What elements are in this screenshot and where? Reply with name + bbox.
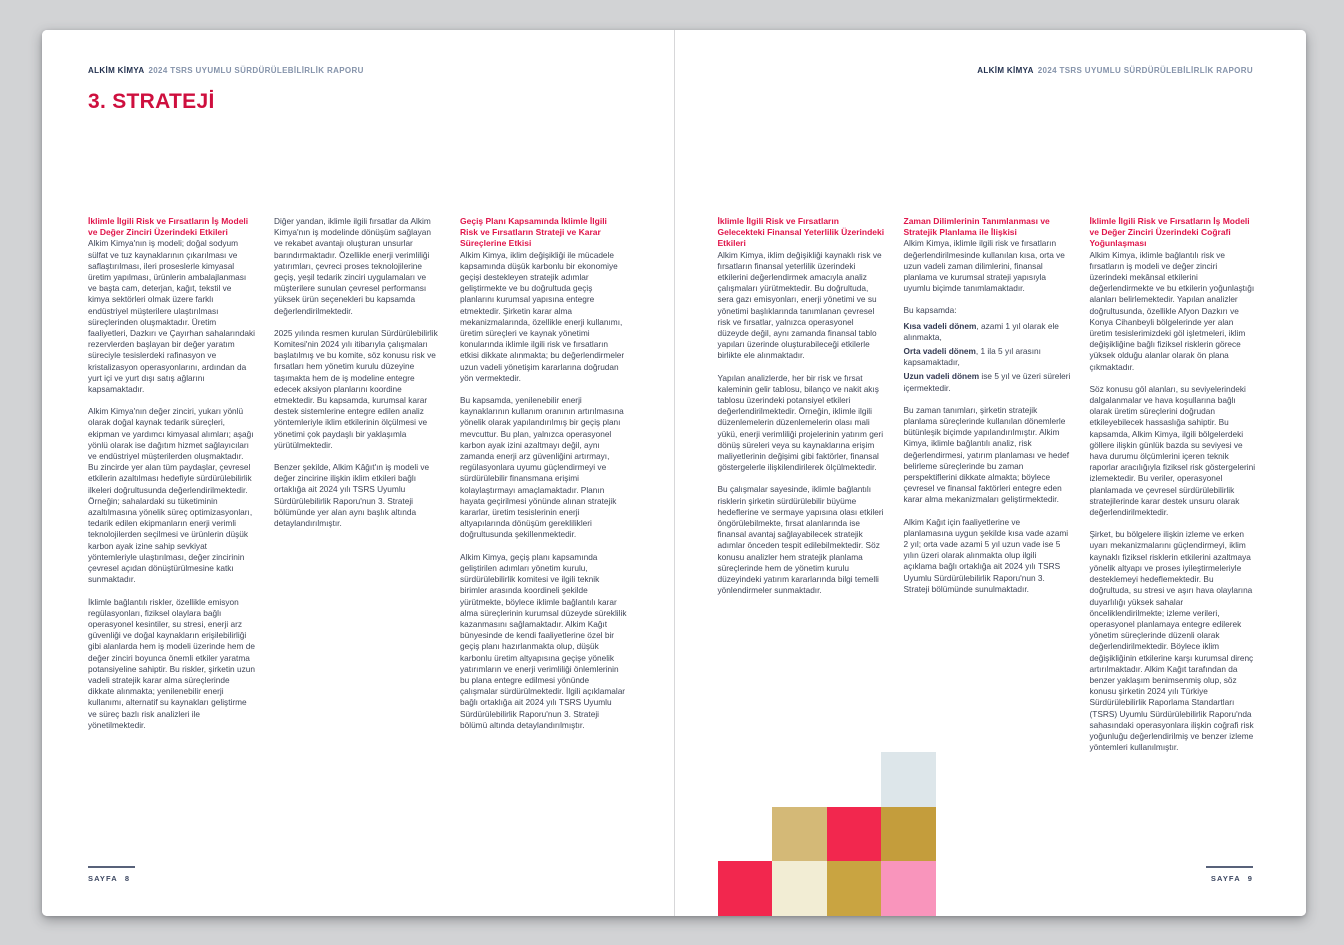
report-title-text: 2024 TSRS UYUMLU SÜRDÜRÜLEBİLİRLİK RAPORU [148,66,364,75]
paragraph: Benzer şekilde, Alkim Kâğıt'ın iş modeli ve değer zincirine ilişkin iklim etkileri bağlı ortaklığa ait 2024 yılı TSRS Uyumlu Sürdürülebilirlik Raporu'nun 3. Strateji bölümünde yer alan aynı başlık altında detaylandırılmıştır. [274,462,430,529]
mosaic-square-cream [772,861,827,916]
page-number-label: SAYFA [1210,874,1241,883]
footer-rule [88,866,135,868]
section-title: 3. STRATEJİ [88,90,215,113]
paragraph: Şirket, bu bölgelere ilişkin izleme ve erken uyarı mekanizmalarını güçlendirmeyi, iklim kaynaklı fiziksel risklerin etkilerini azaltmaya yönelik altyapı ve proses iyileştirmeleriyle desteklemeyi hedeflemektedir. Bu doğrultuda, su stresi ve aşırı hava olaylarına duyarlılığı yüksek sahalar önceliklendirilmekte; izleme verileri, operasyonel planlamaya entegre edilerek yönetim süreçlerinde düzenli olarak değerlendirilmektedir. Böylece iklim değişikliğinin etkilerine karşı kurumsal direnç artırılmaktadır. Alkim Kağıt tarafından da benzer yaklaşım benimsenmiş olup, söz konusu şirketin 2024 yılı Türkiye Sürdürülebilirlik Raporlama Standartları (TSRS) Uyumlu Sürdürülebilirlik Raporu'nda sahasındaki operasyonlara ilişkin coğrafi risk yoğunluğu değerlendirilmiş ve benzer izleme yöntemleri kullanılmıştır. [1089,529,1254,753]
paragraph: Bu kapsamda, yenilenebilir enerji kaynaklarının kullanım oranının artırılmasına yönelik olarak yapılandırılmış bir geçiş planı mevcuttur. Bu plan, yalnızca operasyonel karbon ayak izini azaltmayı değil, aynı zamanda enerji arz güvenliğini artırmayı, regülasyonlara uyumu güçlendirmeyi ve sürdürülebilir finansmana erişimi kolaylaştırmayı amaçlamaktadır. Planın hayata geçirilmesi yönünde alınan stratejik kararlar, üretim tesislerinin enerji altyapılarında dönüşüm gereklilikleri doğrultusunda şekillenmektedir. [460,395,624,540]
timeline-definition: ise 5 yıl ve üzeri süreleri içermektedir. [903,371,1071,393]
page-number [1206,874,1253,883]
paragraph: Alkim Kimya, iklim değişikliği ile mücadele kapsamında düşük karbonlu bir ekonomiye geçişi destekleyen stratejik adımlar geliştirmekte ve bu doğrultuda geçiş planlarını kurumsal yapısına entegre etmektedir. Şirketin karar alma mekanizmalarında, özellikle enerji kullanımı, üretim süreçleri ve kaynak yönetimi konularında iklimle ilgili risk ve fırsatların etkisi dikkate alınmakta; bu değerlendirmeler uzun vadeli yönetişim kararlarına doğrudan yön vermektedir. [460,249,625,383]
column-heading: İklimle İlgili Risk ve Fırsatların Gelecekteki Finansal Yeterlilik Üzerindeki Etkileri [717,216,885,249]
column-1 [718,216,885,753]
page-number-label: SAYFA [88,874,118,883]
mosaic-square-red-2 [718,861,773,916]
mosaic-square-pink [881,861,936,916]
column-3 [1090,216,1257,753]
running-header [88,66,364,75]
page-footer-right [1206,866,1253,883]
column-2 [904,216,1071,753]
column-1 [88,216,255,731]
report-title-text: 2024 TSRS UYUMLU SÜRDÜRÜLEBİLİRLİK RAPORU [1037,66,1253,75]
timeline-term: Uzun vadeli dönem [903,371,980,382]
mosaic-graphic [718,752,936,916]
paragraph: Bu zaman tanımları, şirketin stratejik planlama süreçlerinde kullanılan dönemlerle bütünleşik biçimde yapılandırılmıştır. Alkim Kimya, iklimle bağlantılı analiz, risk değerlendirmesi, yatırım planlaması ve hedef belirleme süreçlerinde bu zaman perspektiflerini dikkate almakta; böylece çevresel ve finansal faktörleri entegre eden karar alma mekanizmaları geliştirmektedir. [903,404,1070,505]
column-2 [274,216,441,731]
paragraph: Alkim Kimya, geçiş planı kapsamında geliştirilen adımları yönetim kurulu, sürdürülebilirlik komitesi ve ilgili teknik birimler arasında koordineli şekilde yürütmekte, böylece iklimle bağlantılı karar alma süreçlerinin kurumsal düzeyde süreklilik kazanmasını sağlamaktadır. Alkim Kağıt bünyesinde de kendi faaliyetlerine özel bir geçiş planı hazırlanmakta olup, düşük karbonlu üretim altyapısına geçişe yönelik yatırımların ve enerji verimliliği önlemlerinin bu plana entegre edilmesi yönünde çalışmalar sürdürülmektedir. İlgili açıklamalar bağlı ortaklığa ait 2024 yılı TSRS Uyumlu Sürdürülebilirlik Raporu'nun 3. Strateji bölümü altında detaylandırılmıştır. [460,551,627,730]
column-heading: İklimle İlgili Risk ve Fırsatların İş Modeli ve Değer Zinciri Üzerindeki Etkileri [88,216,249,238]
mosaic-square-dark-gold [881,807,936,862]
column-3 [460,216,627,731]
paragraph: Alkim Kimya, iklimle ilgili risk ve fırsatların değerlendirilmesinde kullanılan kısa, orta ve uzun vadeli zaman dilimlerini, finansal planlama ve kurumsal strateji yapısıyla uyumlu biçimde tanımlamaktadır. [903,238,1065,294]
timeline-term: Orta vadeli dönem [903,346,976,357]
brand-name: ALKİM KİMYA [88,66,145,75]
page-number [88,874,135,883]
brand-name: ALKİM KİMYA [977,66,1034,75]
column-heading: Geçiş Planı Kapsamında İklimle İlgili Risk ve Fırsatların Strateji ve Karar Süreçlerine Etkisi [460,216,607,249]
paragraph: Söz konusu göl alanları, su seviyelerindeki dalgalanmalar ve hava koşullarına bağlı olarak üretim süreçlerini doğrudan etkileyebilecek hassaslığa sahiptir. Bu kapsamda, Alkim Kimya, ilgili bölgelerdeki göllere ilişkin günlük bazda su seviyesi ve hava durumu ölçümlerini içeren teknik raporlar aracılığıyla fiziksel risk göstergelerini izlemektedir. Bu veriler, operasyonel planlamada ve çevresel sürdürülebilirlik stratejilerinde karar destek unsuru olarak değerlendirilmektedir. [1089,383,1256,518]
paragraph: Bu çalışmalar sayesinde, iklimle bağlantılı risklerin şirketin sürdürülebilir büyüme hedeflerine ve sermaye yapısına olası etkileri öngörülebilmekte, fırsat alanlarında ise finansal avantaj sağlayabilecek stratejik adımlar önceden tespit edilebilmektedir. Söz konusu analizler hem stratejik planlama süreçlerinde hem de yönetim kurulu düzeyindeki yatırım kararlarında bilgi temelli yönlendirmeler sunmaktadır. [717,484,884,596]
page-left [42,30,675,916]
paragraph: Yapılan analizlerde, her bir risk ve fırsat kaleminin gelir tablosu, bilanço ve nakit akış tablosu üzerindeki potansiyel etkileri değerlendirilmektedir. Örneğin, iklimle ilgili düzenlemelerin düzenlemelerin olası mali yükü, enerji verimliliği projelerinin yatırım geri dönüş süreleri veya su kaynaklarına erişim maliyetlerinin değişimi gibi faktörler, finansal göstergelerle ilişkilendirilerek ölçülmektedir. [717,372,884,473]
timeline-term: Kısa vadeli dönem [903,320,977,331]
running-header [977,66,1253,75]
timeline-definition: , 1 ila 5 yıl arasını kapsamaktadır, [903,346,1041,368]
paragraph: Alkim Kimya, iklim değişikliği kaynaklı risk ve fırsatların finansal yeterlilik üzerindeki etkilerini değerlendirmek amacıyla analiz çalışmaları yürütmektedir. Bu doğrultuda, sera gazı emisyonları, enerji yönetimi ve su yönetimi başlıklarında tanımlanan çevresel risk ve fırsatlar, yalnızca operasyonel düzeyde değil, aynı zamanda finansal tablo yapıları üzerinde oluşturabileceği etkilerle birlikte ele alınmaktadır. [717,249,882,361]
timeline-item-long [904,371,1071,393]
paragraph: Alkim Kimya'nın iş modeli; doğal sodyum sülfat ve tuz kaynaklarının çıkarılması ve saflaştırılması, ileri proseslerle kimyasal üretim yapılması, ürünlerin ambalajlanması ve başta cam, deterjan, kağıt, tekstil ve kimya sektörleri olmak üzere farklı endüstriyel müşterilere ulaştırılması süreçlerinden oluşmaktadır. Üretim faaliyetleri, Dazkırı ve Çayırhan sahalarındaki rezervlerden başlayan bir değer yaratım süreciyle tesislerdeki rafinasyon ve kristalizasyon operasyonlarını, ardından da yurt içi ve yurt dışı satış ağlarını kapsamaktadır. [88,238,255,395]
paragraph: 2025 yılında resmen kurulan Sürdürülebilirlik Komitesi'nin 2024 yılı itibarıyla çalışmaları başlatılmış ve bu komite, söz konusu risk ve fırsatları hem yönetim kurulu düzeyine taşımakta hem de iş modeline entegre edecek aksiyon planlarını koordine etmektedir. Bu kapsamda, kurumsal karar destek sistemlerine entegre edilen analiz yöntemleriyle iklim etkilerinin ölçülmesi ve yönetimi çok paydaşlı bir yaklaşımla yürütülmektedir. [274,327,438,450]
mosaic-square-light-blue [881,752,936,807]
footer-rule [1206,866,1253,868]
report-spread [42,30,1306,916]
left-page-columns [88,216,627,731]
list-intro: Bu kapsamda: [903,305,957,316]
column-heading: Zaman Dilimlerinin Tanımlanması ve Stratejik Planlama ile İlişkisi [903,216,1050,238]
page-number-value: 8 [124,874,131,883]
timeline-definition: , azami 1 yıl olarak ele alınmakta, [903,320,1059,342]
paragraph: Alkim Kağıt için faaliyetlerine ve planlamasına uygun şekilde kısa vade azami 2 yıl; orta vade azami 5 yıl uzun vade ise 5 yılın üzeri olarak alınmakta olup ilgili açıklama bağlı ortaklığa ait 2024 yılı TSRS Uyumlu Sürdürülebilirlik Raporu'nun 3. Strateji bölümünde sunulmaktadır. [903,516,1069,594]
page-number-value: 9 [1247,874,1253,883]
mosaic-square-tan [772,807,827,862]
page-footer-left [88,866,135,883]
paragraph: Alkim Kimya'nın değer zinciri, yukarı yönlü olarak doğal kaynak tedarik süreçleri, ekipman ve yardımcı kimyasal alımları; aşağı yönlü olarak ise dağıtım hizmet sağlayıcıları ve endüstriyel müşterilerden oluşmaktadır. Bu zincirde yer alan tüm paydaşlar, çevresel etkilerin azaltılması hedefiyle sürdürülebilirlik ilkeleri doğrultusunda değerlendirilmektedir. Örneğin; sahalardaki su tüketiminin azaltılmasına yönelik süreç optimizasyonları, tedarik edilen ekipmanların enerji verimli teknolojilerden seçilmesi ve ürünlerin düşük karbon ayak izine sahip sevkiyat yöntemleriyle ulaştırılması, değer zincirinin çevresel açıdan dönüştürülmesine katkı sunmaktadır. [88,406,254,585]
mosaic-square-gold [827,861,882,916]
timeline-item-short [904,321,1071,343]
timeline-item-mid [904,346,1071,368]
paragraph: Alkim Kimya, iklimle bağlantılı risk ve fırsatların iş modeli ve değer zinciri üzerindeki mekânsal etkilerini değerlendirmekte ve bu etkilerin yoğunlaştığı alanları belirlemektedir. Yapılan analizler doğrultusunda, özellikle Afyon Dazkırı ve Konya Cihanbeyli bölgelerinde yer alan üretim tesislerimizdeki göl işletmeleri, iklim değişikliğine bağlı fiziksel risklerin görece yüksek olduğu alanlar olarak ön plana çıkmaktadır. [1089,249,1255,372]
paragraph: Diğer yandan, iklimle ilgili fırsatlar da Alkim Kimya'nın iş modelinde dönüşüm sağlayan ve rekabet avantajı oluşturan unsurlar barındırmaktadır. Özellikle enerji verimliliği yatırımları, çevreci proses teknolojilerine geçiş, yeşil tedarik zinciri uygulamaları ve müşterilere sunulan çevresel performansı yüksek ürün seçenekleri bu kapsamda değerlendirilmektedir. [274,216,432,316]
mosaic-square-red [827,807,882,862]
right-page-columns [718,216,1257,753]
paragraph: İklimle bağlantılı riskler, özellikle emisyon regülasyonları, fiziksel olaylara bağlı operasyonel kesintiler, su stresi, enerji arz güvenliği ve doğal kaynakların erişilebilirliği gibi alanlarda hem iş modeli üzerinde hem de değer zinciri boyunca önemli etkiler yaratma potansiyeline sahiptir. Bu riskler, şirketin uzun vadeli stratejik karar alma süreçlerinde dikkate alınmakta; yenilenebilir enerji kullanımı, alternatif su kaynakları geliştirme ve süreç bazlı risk analizleri ile yönetilmektedir. [88,596,255,730]
page-right [675,30,1307,916]
column-heading: İklimle İlgili Risk ve Fırsatların İş Modeli ve Değer Zinciri Üzerindeki Coğrafi Yoğunlaşması [1089,216,1250,249]
